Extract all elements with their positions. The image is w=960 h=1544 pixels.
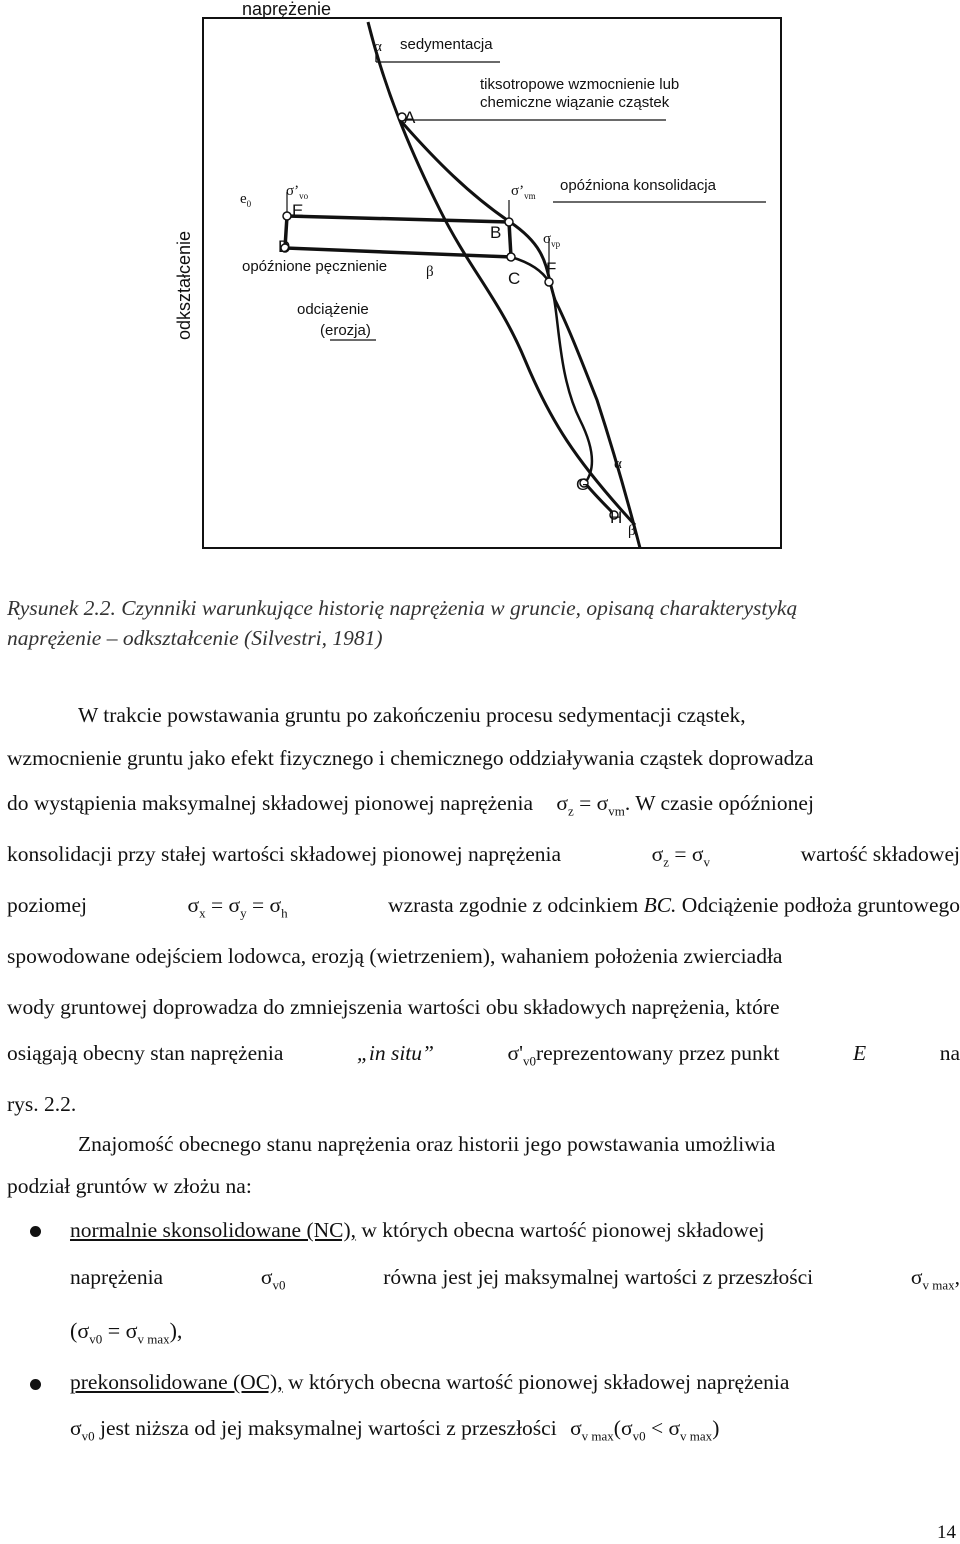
para1-line-8: osiągają obecny stan naprężenia „in situ” $\sigma'_{v0}reprezentowany$ przez punkt E na xyxy=(7,1041,960,1069)
label-e0: $e_0$ xyxy=(240,191,252,209)
path-delayed-consolidation xyxy=(511,257,592,483)
label-alpha: α xyxy=(374,39,382,55)
axis-label-odksztalcenie: odkształcenie xyxy=(174,230,194,340)
para2-line-1: Znajomość obecnego stanu naprężenia oraz historii jego powstawania umożliwia xyxy=(78,1132,776,1156)
label-point-H: H xyxy=(610,508,623,527)
caption-line-1: Rysunek 2.2. Czynniki warunkujące historię naprężenia w gruncie, opisaną charakterystyką xyxy=(7,596,798,620)
label-opozniona-konsolidacja: opóźniona konsolidacja xyxy=(560,177,716,194)
label-point-A: A xyxy=(404,108,416,127)
point-B xyxy=(505,218,513,226)
para1-line-9: rys. 2.2. xyxy=(7,1092,77,1116)
para1-line-6: spowodowane odejściem lodowca, erozją (wietrzeniem), wahaniem położenia zwierciadła xyxy=(7,944,783,968)
label-sigma-vp: $\sigma_{vp}$ xyxy=(543,231,561,249)
path-unload-reload xyxy=(285,216,511,257)
para1-line-5: poziomej $\sigma_x = \sigma_y = \sigma_h$ wzrasta zgodnie z odcinkiem BC. Odciążenie podłoża gruntowego xyxy=(7,893,960,921)
label-point-D: D xyxy=(278,237,291,256)
label-sedymentacja: sedymentacja xyxy=(400,36,493,53)
label-beta-2: β xyxy=(628,523,636,539)
label-sigma-vm: $\sigma’_{vm}$ xyxy=(511,183,536,201)
para1-line-4: konsolidacji przy stałej wartości składowej pionowej naprężenia $\sigma_z = \sigma_v$ wartość składowej xyxy=(7,842,960,870)
stress-strain-figure xyxy=(200,0,784,552)
label-tiksotropowe-1: tiksotropowe wzmocnienie lub xyxy=(480,76,680,93)
bullet-1-line-2: naprężenia $\sigma_{v0}$ równa jest jej maksymalnej wartości z przeszłości $\sigma_{v max}$, xyxy=(70,1265,960,1293)
label-opoznione-pecznienie: opóźnione pęcznienie xyxy=(242,258,388,275)
bullet-1-marker xyxy=(30,1226,41,1237)
label-beta: β xyxy=(426,264,434,280)
point-E xyxy=(283,212,291,220)
para1-line-1: W trakcie powstawania gruntu po zakończeniu procesu sedymentacji cząstek, xyxy=(78,703,746,727)
bullet-2-line-2: $\sigma_{v0}$ jest niższa od jej maksymalnej wartości z przeszłości $\sigma_{v max}(\sigma_{v0} < \sigma_{v max})$ xyxy=(70,1416,720,1444)
label-erozja: (erozja) xyxy=(320,322,371,339)
label-point-B: B xyxy=(490,223,502,242)
bullet-1-line-3: $(\sigma_{v0} = \sigma_{v max})$, xyxy=(70,1318,183,1347)
caption-line-2: naprężenie – odkształcenie (Silvestri, 1981) xyxy=(7,626,383,650)
bullet-2-marker xyxy=(30,1379,41,1390)
label-point-C: C xyxy=(508,269,521,288)
para1-line-2: wzmocnienie gruntu jako efekt fizycznego i chemicznego oddziaływania cząstek doprowadza xyxy=(7,746,814,770)
axis-label-naprezenie: naprężenie xyxy=(242,0,332,19)
para1-line-3: do wystąpienia maksymalnej składowej pionowej naprężenia $\sigma_z = \sigma_{vm}$. W czasie opóźnionej xyxy=(7,791,814,819)
label-odciazenie: odciążenie xyxy=(297,301,369,318)
bullet-2-line-1: prekonsolidowane (OC), w których obecna wartość pionowej składowej naprężenia xyxy=(70,1370,790,1394)
bullet-1-line-1: normalnie skonsolidowane (NC), w których obecna wartość pionowej składowej xyxy=(70,1218,765,1242)
label-tiksotropowe-2: chemiczne wiązanie cząstek xyxy=(480,94,670,111)
label-point-F: F xyxy=(546,259,557,278)
label-point-E: E xyxy=(292,201,304,220)
label-alpha-2: α xyxy=(614,456,622,472)
point-C xyxy=(507,253,515,261)
point-F xyxy=(545,278,553,286)
page-number: 14 xyxy=(937,1522,956,1543)
para1-line-7: wody gruntowej doprowadza do zmniejszenia wartości obu składowych naprężenia, które xyxy=(7,995,780,1019)
para2-line-2: podział gruntów w złożu na: xyxy=(7,1174,252,1198)
label-point-G: G xyxy=(576,475,590,494)
label-sigma-vo: $\sigma’_{vo}$ xyxy=(286,183,309,201)
